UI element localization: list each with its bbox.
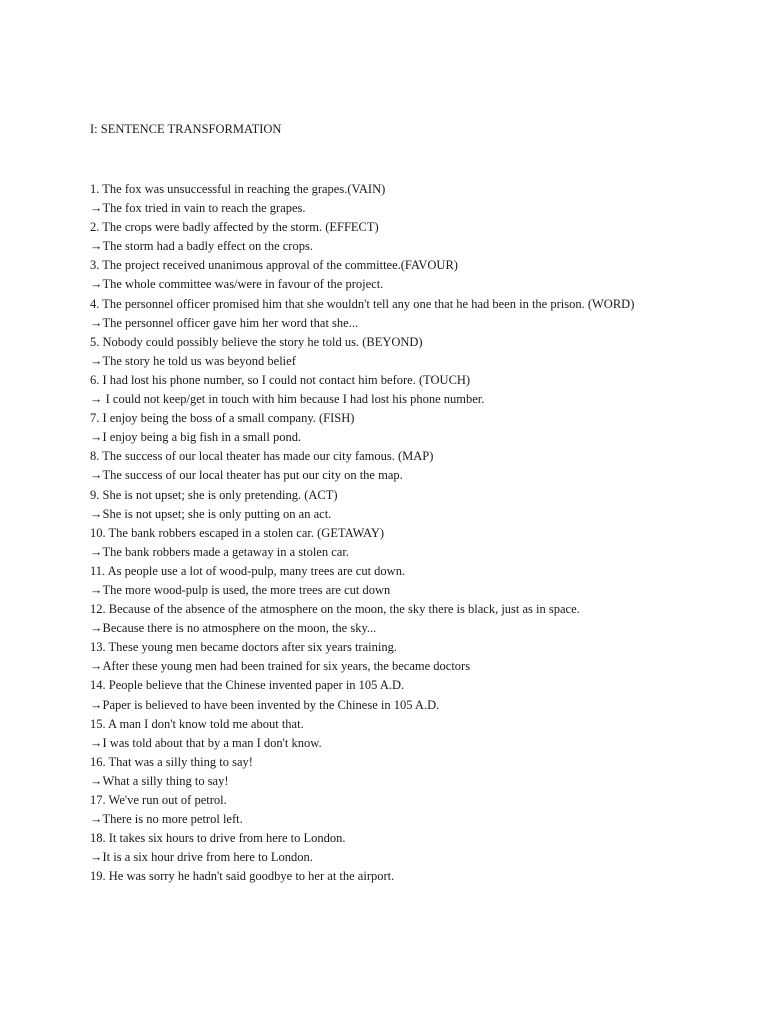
answer-line: → I could not keep/get in touch with him because I had lost his phone number. [90,392,485,407]
question-line: 10. The bank robbers escaped in a stolen car. (GETAWAY) [90,525,385,540]
answer-line: →I enjoy being a big fish in a small pond. [90,430,302,445]
answer-line: →I was told about that by a man I don't know. [90,735,322,750]
answer-line: →Because there is no atmosphere on the moon, the sky... [90,621,377,636]
answer-line: →The storm had a badly effect on the crops. [90,239,313,254]
answer-line: →She is not upset; she is only putting on an act. [90,506,332,521]
answer-line: →There is no more petrol left. [90,812,243,827]
question-line: 11. As people use a lot of wood-pulp, many trees are cut down. [90,563,406,578]
question-line: 19. He was sorry he hadn't said goodbye to her at the airport. [90,869,395,884]
answer-line: →The success of our local theater has put our city on the map. [90,468,403,483]
question-line: 16. That was a silly thing to say! [90,754,253,769]
question-line: 1. The fox was unsuccessful in reaching the grapes.(VAIN) [90,182,386,196]
answer-line: →What a silly thing to say! [90,773,229,788]
answer-line: →It is a six hour drive from here to London. [90,850,313,865]
document-title: I: SENTENCE TRANSFORMATION [90,122,282,136]
answer-line: →The bank robbers made a getaway in a stolen car. [90,544,349,559]
answer-line: →The fox tried in vain to reach the grapes. [90,201,306,216]
answer-line: →The whole committee was/were in favour of the project. [90,277,384,292]
question-line: 13. These young men became doctors after six years training. [90,640,397,655]
answer-line: →The personnel officer gave him her word that she... [90,315,359,330]
question-line: 14. People believe that the Chinese invented paper in 105 A.D. [90,678,405,693]
answer-line: →Paper is believed to have been invented by the Chinese in 105 A.D. [90,697,440,712]
question-line: 12. Because of the absence of the atmosphere on the moon, the sky there is black, just as in space. [90,602,580,617]
question-line: 4. The personnel officer promised him that she wouldn't tell any one that he had been in the prison. (WORD) [90,296,635,311]
answer-line: →The more wood-pulp is used, the more trees are cut down [90,582,391,597]
question-line: 18. It takes six hours to drive from here to London. [90,831,346,846]
question-line: 2. The crops were badly affected by the storm. (EFFECT) [90,220,379,235]
question-line: 6. I had lost his phone number, so I could not contact him before. (TOUCH) [90,372,471,387]
answer-line: →After these young men had been trained for six years, the became doctors [90,659,471,674]
question-line: 5. Nobody could possibly believe the story he told us. (BEYOND) [90,334,423,349]
exercise-list [90,180,750,886]
question-line: 17. We've run out of petrol. [90,793,227,807]
question-line: 8. The success of our local theater has made our city famous. (MAP) [90,449,434,464]
question-line: 9. She is not upset; she is only pretending. (ACT) [90,487,338,502]
question-line: 15. A man I don't know told me about that. [90,716,304,731]
answer-line: →The story he told us was beyond belief [90,353,296,368]
question-line: 3. The project received unanimous approval of the committee.(FAVOUR) [90,258,458,273]
question-line: 7. I enjoy being the boss of a small company. (FISH) [90,411,355,426]
